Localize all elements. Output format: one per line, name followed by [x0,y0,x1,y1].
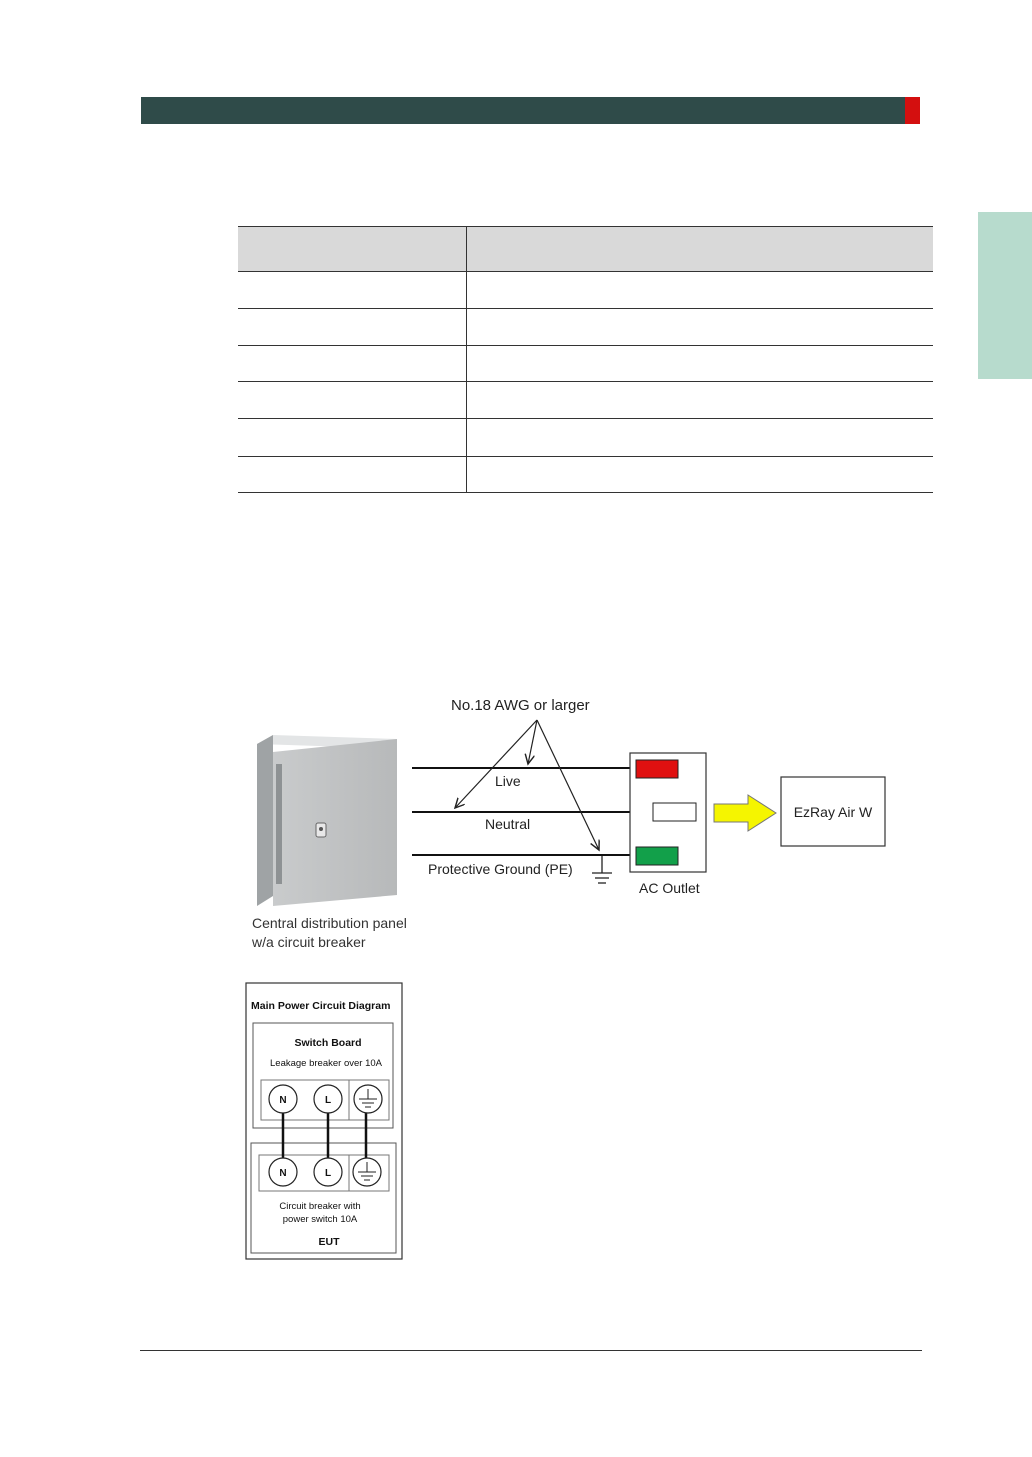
live-terminal [636,760,678,778]
power-arrow-icon [714,795,776,831]
terminal-l-top: L [324,1095,332,1106]
terminal-l-bottom: L [324,1168,332,1179]
circuit-title: Main Power Circuit Diagram [251,1000,391,1012]
terminal-n-bottom: N [279,1168,287,1179]
panel-caption-line1: Central distribution panel [252,915,407,931]
leakage-label: Leakage breaker over 10A [270,1058,382,1069]
wire-spec-label: No.18 AWG or larger [451,697,590,714]
switch-board-label: Switch Board [294,1037,362,1049]
breaker-label-line2: power switch 10A [282,1214,358,1225]
panel-caption-line2: w/a circuit breaker [252,934,366,950]
distribution-panel-image [257,735,397,906]
ground-label: Protective Ground (PE) [428,861,573,877]
footer-rule [140,1350,922,1351]
live-label: Live [495,773,521,789]
ground-terminal [636,847,678,865]
ground-symbol [592,856,612,883]
eut-label: EUT [318,1236,340,1248]
neutral-terminal [653,803,696,821]
terminal-n-top: N [279,1095,287,1106]
device-label: EzRay Air W [793,804,873,820]
breaker-label-line1: Circuit breaker with [279,1201,361,1212]
main-power-circuit-diagram [246,983,402,1259]
neutral-label: Neutral [485,816,531,832]
ac-outlet-label: AC Outlet [639,880,700,896]
